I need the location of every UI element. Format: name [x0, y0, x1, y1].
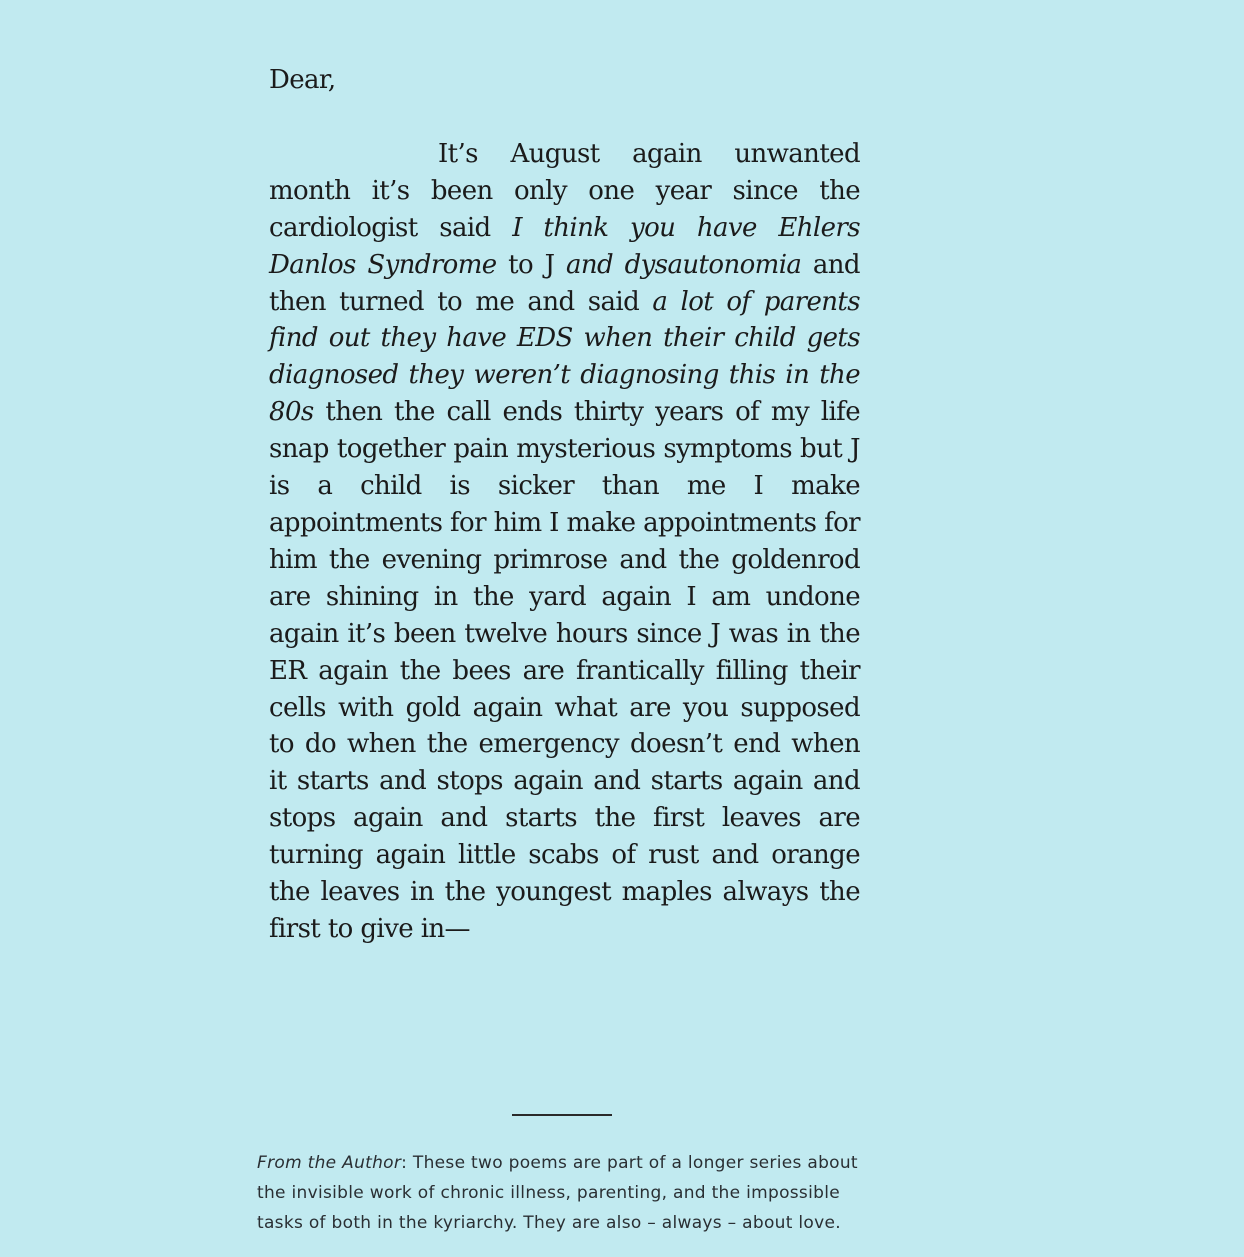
- author-note-text: : These two poems are part of a longer series about the invisible work of chronic illness, parenting, and the impossible tasks of both in the kyriarchy. They are also – always – about love.: [257, 1153, 858, 1233]
- poem-text-plain: then the call ends thirty years of my life snap together pain mysterious symptoms but J is a child is sicker than me I make appointments for him I make appointments for him the evening primrose and the goldenrod are shining in the yard again I am undone again it’s been twelve hours since J was in the ER again the bees are frantically filling their cells with gold again what are you supposed to do when the emergency doesn’t end when it starts and stops again and starts again and stops again and starts the first leaves are turning again little scabs of rust and orange the leaves in the youngest maples always the first to give in—: [269, 397, 860, 944]
- author-note: [257, 1148, 867, 1238]
- poem-text-plain: to J: [496, 249, 566, 280]
- poem-salutation: Dear,: [269, 65, 336, 95]
- poem-text-italic: a lot of parents find out they have EDS when their child gets diagnosed they weren’t diagnosing this in the 80s: [269, 286, 860, 428]
- poem-text-italic: I think you have Ehlers Danlos Syndrome: [269, 212, 860, 280]
- section-divider: [512, 1114, 612, 1116]
- poem-text-italic: and dysautonomia: [565, 249, 802, 280]
- poem: [269, 62, 860, 948]
- poem-text-plain: It’s August again unwanted month it’s been only one year since the cardiologist said: [269, 138, 860, 243]
- author-note-label: From the Author: [257, 1153, 402, 1173]
- poem-text-plain: and then turned to me and said: [269, 249, 860, 317]
- poem-body: [269, 136, 860, 948]
